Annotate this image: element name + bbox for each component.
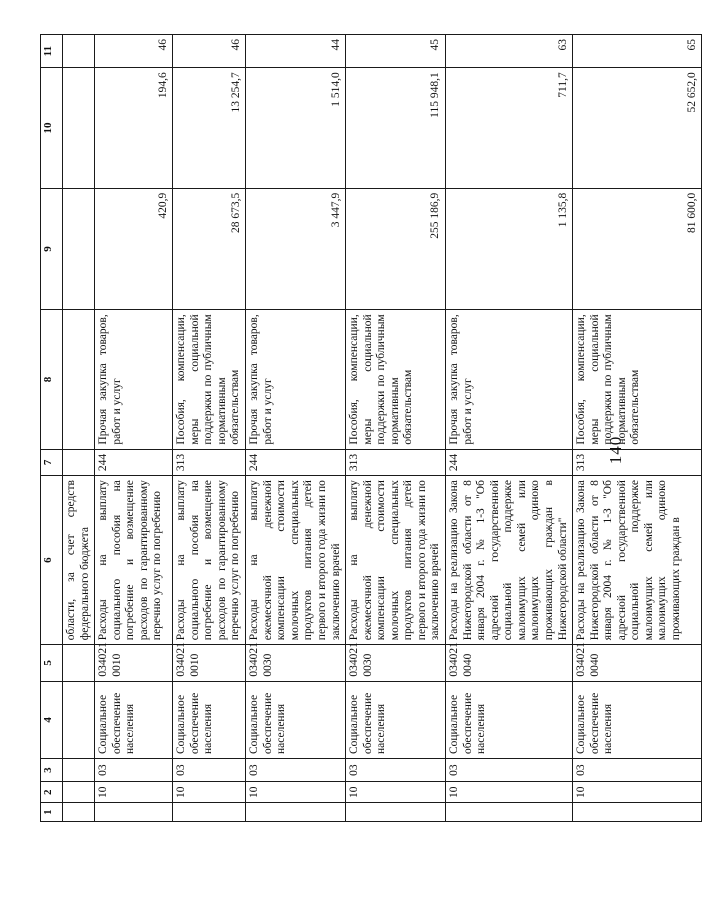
cell-percent: 45 (346, 35, 446, 68)
cell-expense-type-name: Прочая закупка товаров, работ и услуг (95, 310, 173, 449)
cell-subsection: 03 (173, 759, 246, 782)
column-header: 4 (41, 681, 63, 758)
cell-target-code: 034021 0030 (246, 645, 346, 681)
cell-percent: 65 (573, 35, 702, 68)
table-row (446, 35, 573, 822)
cell-section: 10 (95, 782, 173, 803)
cell-expense-description: области, за счет средств федерального бюджета (63, 476, 95, 645)
cell-expense-type-code: 313 (346, 449, 446, 476)
cell-amount-planned: 420,9 (95, 188, 173, 310)
cell-amount-planned: 81 600,0 (573, 188, 702, 310)
cell-expense-type-code: 313 (573, 449, 702, 476)
rotated-table-wrapper (40, 34, 698, 822)
cell-section: 10 (573, 782, 702, 803)
cell-expense-type-name: Пособия, компенсации, меры социальной поддержки по публичным нормативным обязательствам (346, 310, 446, 449)
cell-col-1 (246, 803, 346, 822)
cell-expense-type-code: 313 (173, 449, 246, 476)
cell-expense-type-code: 244 (95, 449, 173, 476)
cell-subsection-name: Социальное обеспечение населения (346, 681, 446, 758)
cell-col-1 (573, 803, 702, 822)
cell-subsection: 03 (573, 759, 702, 782)
cell-subsection: 03 (246, 759, 346, 782)
cell-expense-description: Расходы на выплату социального пособия на погребение и возмещение расходов по гарантированному перечню услуг по погребению (173, 476, 246, 645)
cell-subsection-name (63, 681, 95, 758)
table-row (173, 35, 246, 822)
cell-expense-type-name: Пособия, компенсации, меры социальной поддержки по публичным нормативным обязательствам (573, 310, 702, 449)
cell-percent: 46 (95, 35, 173, 68)
cell-subsection: 03 (95, 759, 173, 782)
cell-expense-type-name: Прочая закупка товаров, работ и услуг (446, 310, 573, 449)
cell-amount-executed: 13 254,7 (173, 68, 246, 188)
cell-amount-planned (63, 188, 95, 310)
cell-expense-type-code: 244 (446, 449, 573, 476)
column-header: 2 (41, 782, 63, 803)
cell-percent: 46 (173, 35, 246, 68)
cell-expense-type-code (63, 449, 95, 476)
cell-amount-executed: 1 514,0 (246, 68, 346, 188)
cell-expense-type-name: Пособия, компенсации, меры социальной поддержки по публичным нормативным обязательствам (173, 310, 246, 449)
cell-target-code: 034021 0030 (346, 645, 446, 681)
table-row (573, 35, 702, 822)
column-header: 3 (41, 759, 63, 782)
cell-amount-executed: 194,6 (95, 68, 173, 188)
column-header: 6 (41, 476, 63, 645)
column-header: 10 (41, 68, 63, 188)
cell-subsection-name: Социальное обеспечение населения (446, 681, 573, 758)
column-header: 9 (41, 188, 63, 310)
header-row (41, 35, 63, 822)
page-number: 140 (606, 435, 625, 465)
table-row (63, 35, 95, 822)
cell-col-1 (63, 803, 95, 822)
column-header: 5 (41, 645, 63, 681)
table-row (246, 35, 346, 822)
cell-subsection (63, 759, 95, 782)
cell-percent: 63 (446, 35, 573, 68)
cell-section (63, 782, 95, 803)
cell-amount-planned: 255 186,9 (346, 188, 446, 310)
cell-expense-description: Расходы на выплату ежемесячной денежной компенсации стоимости молочных специальных продуктов питания детей первого и второго года жизни по заключению врачей (246, 476, 346, 645)
cell-target-code (63, 645, 95, 681)
cell-target-code: 034021 0010 (95, 645, 173, 681)
cell-target-code: 034021 0040 (573, 645, 702, 681)
cell-subsection: 03 (346, 759, 446, 782)
cell-section: 10 (346, 782, 446, 803)
cell-amount-executed: 115 948,1 (346, 68, 446, 188)
cell-section: 10 (173, 782, 246, 803)
cell-section: 10 (446, 782, 573, 803)
cell-expense-type-code: 244 (246, 449, 346, 476)
cell-expense-type-name: Прочая закупка товаров, работ и услуг (246, 310, 346, 449)
table-row (95, 35, 173, 822)
cell-subsection-name: Социальное обеспечение населения (573, 681, 702, 758)
cell-expense-description: Расходы на выплату социального пособия на погребение и возмещение расходов по гарантированному перечню услуг по погребению (95, 476, 173, 645)
cell-amount-executed: 52 652,0 (573, 68, 702, 188)
cell-percent: 44 (246, 35, 346, 68)
cell-amount-planned: 1 135,8 (446, 188, 573, 310)
cell-percent (63, 35, 95, 68)
cell-subsection-name: Социальное обеспечение населения (246, 681, 346, 758)
table-row (346, 35, 446, 822)
column-header: 1 (41, 803, 63, 822)
column-header: 7 (41, 449, 63, 476)
cell-subsection: 03 (446, 759, 573, 782)
cell-subsection-name: Социальное обеспечение населения (95, 681, 173, 758)
column-header: 8 (41, 310, 63, 449)
cell-target-code: 034021 0040 (446, 645, 573, 681)
cell-col-1 (173, 803, 246, 822)
cell-expense-description: Расходы на выплату ежемесячной денежной компенсации стоимости молочных специальных продуктов питания детей первого и второго года жизни по заключению врачей (346, 476, 446, 645)
cell-target-code: 034021 0010 (173, 645, 246, 681)
budget-table (40, 34, 702, 822)
column-header: 11 (41, 35, 63, 68)
cell-amount-planned: 3 447,9 (246, 188, 346, 310)
cell-amount-executed (63, 68, 95, 188)
cell-expense-description: Расходы на реализацию Закона Нижегородской области от 8 января 2004 г. № 1-З "Об адресной государственной социальной поддержке малоимущих семей или малоимущих одиноко проживающих граждан в Нижегородской области" (446, 476, 573, 645)
cell-amount-planned: 28 673,5 (173, 188, 246, 310)
cell-col-1 (346, 803, 446, 822)
cell-col-1 (95, 803, 173, 822)
cell-expense-type-name (63, 310, 95, 449)
cell-subsection-name: Социальное обеспечение населения (173, 681, 246, 758)
cell-section: 10 (246, 782, 346, 803)
cell-amount-executed: 711,7 (446, 68, 573, 188)
cell-expense-description: Расходы на реализацию Закона Нижегородской области от 8 января 2004 г. № 1-З "Об адресной государственной социальной поддержке малоимущих семей или малоимущих одиноко проживающих граждан в (573, 476, 702, 645)
cell-col-1 (446, 803, 573, 822)
